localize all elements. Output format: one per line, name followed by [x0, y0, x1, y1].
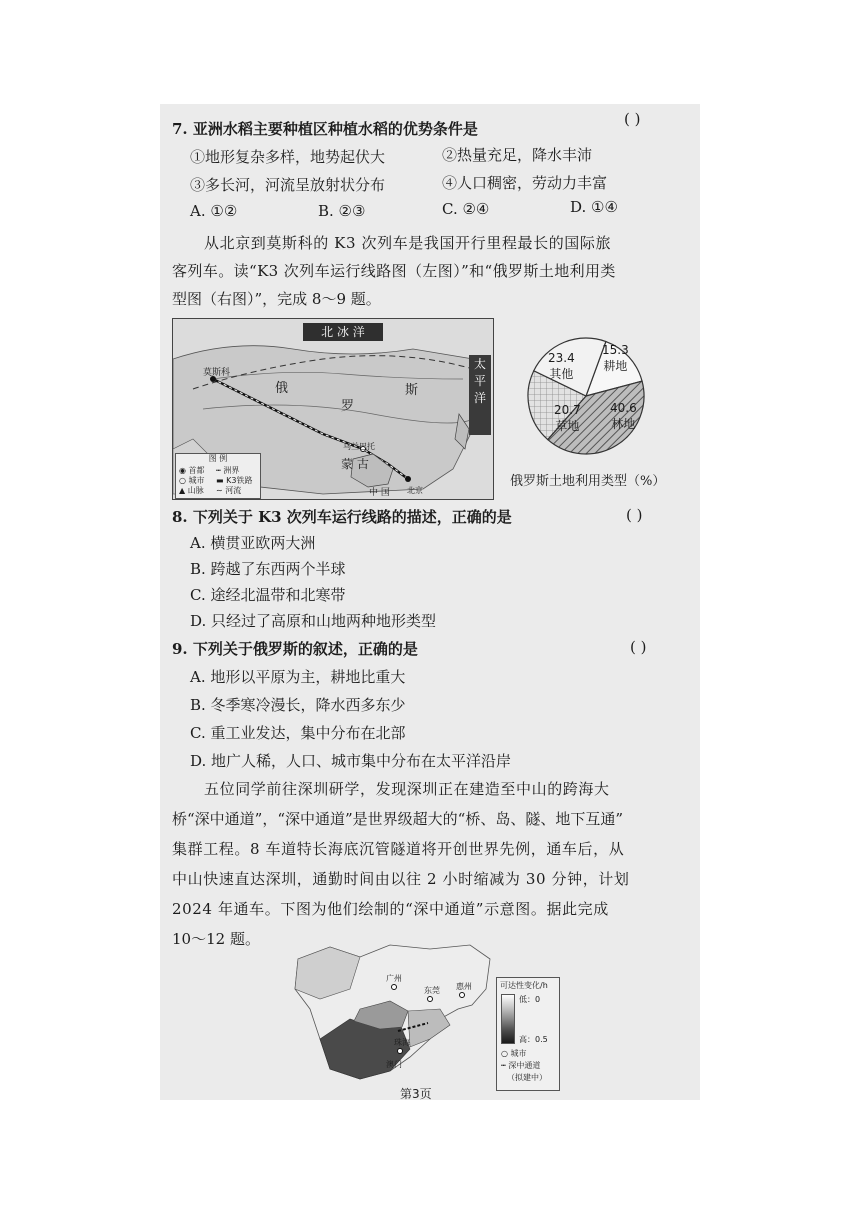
- legend-tunnel-note: （拟建中）: [507, 1073, 547, 1082]
- pie-label-farmland-name: 耕地: [603, 359, 628, 373]
- q9-option-d: D. 地广人稀，人口、城市集中分布在太平洋沿岸: [190, 752, 512, 770]
- k3-route-map: [172, 318, 494, 500]
- ulaanbaatar-label: 乌兰巴托: [343, 442, 375, 451]
- mongolia-label: 蒙 古: [341, 457, 369, 471]
- intro1-line2: 客列车。读“K3 次列车运行线路图（左图）”和“俄罗斯土地利用类: [172, 262, 616, 280]
- page-number: 第3页: [400, 1087, 432, 1101]
- legend-mountain: ▲ 山脉: [179, 486, 204, 495]
- q7-option-c: C. ②④: [442, 200, 490, 218]
- q9-option-a: A. 地形以平原为主，耕地比重大: [190, 668, 406, 686]
- legend-rail-label: K3铁路: [226, 476, 253, 485]
- legend-high-label: 高：0.5: [519, 1035, 548, 1044]
- legend-river-label: 河流: [225, 486, 242, 495]
- beijing-label: 北京: [407, 486, 423, 495]
- q9-option-c: C. 重工业发达，集中分布在北部: [190, 724, 406, 742]
- q7-answer-bracket: ( ): [624, 110, 641, 128]
- route-map-legend: [175, 453, 261, 499]
- legend-mountain-label: 山脉: [187, 486, 204, 495]
- q8-stem: 8. 下列关于 K3 次列车运行线路的描述，正确的是: [172, 508, 512, 526]
- q7-statement-3: ③多长河，河流呈放射状分布: [190, 176, 386, 194]
- legend-capital: ◉ 首都: [179, 466, 205, 475]
- q8-option-b: B. 跨越了东西两个半球: [190, 560, 346, 578]
- intro1-line1: 从北京到莫斯科的 K3 次列车是我国开行里程最长的国际旅: [204, 234, 612, 252]
- legend-city-label: 城市: [188, 476, 205, 485]
- intro2-line6: 10～12 题。: [172, 930, 260, 948]
- legend-rail: ▬ K3铁路: [216, 476, 253, 485]
- pie-svg: [510, 334, 690, 464]
- legend-tunnel-text: 深中通道: [508, 1061, 541, 1070]
- q7-option-a: A. ①②: [190, 202, 238, 220]
- legend-city-item: ○ 城市: [501, 1049, 527, 1058]
- intro2-line4: 中山快速直达深圳，通勤时间由以往 2 小时缩减为 30 分钟，计划: [172, 870, 630, 888]
- pie-label-grass-name: 草地: [555, 419, 580, 433]
- aomen-label: 澳门: [386, 1060, 402, 1069]
- q9-answer-bracket: ( ): [630, 638, 647, 656]
- q8-option-d: D. 只经过了高原和山地两种地形类型: [190, 612, 437, 630]
- q8-option-a: A. 横贯亚欧两大洲: [190, 534, 316, 552]
- legend-tunnel-item: ┅ 深中通道: [501, 1061, 541, 1070]
- intro2-line2: 桥“深中通道”，“深中通道”是世界级超大的“桥、岛、隧、地下互通”: [172, 810, 624, 828]
- russia-label-2: 罗: [341, 399, 355, 414]
- legend-title: 图 例: [208, 454, 228, 463]
- pie-label-grass-value: 20.7: [554, 403, 581, 417]
- intro1-line3: 型图（右图）”，完成 8～9 题。: [172, 290, 381, 308]
- legend-accessibility-title: 可达性变化/h: [500, 981, 548, 990]
- pacific-label-char-1: 太: [473, 357, 486, 371]
- zhuhai-label: 珠海: [394, 1038, 410, 1047]
- moscow-label: 莫斯科: [203, 368, 231, 378]
- pie-label-forest: [610, 400, 637, 432]
- q7-statement-1: ①地形复杂多样，地势起伏大: [190, 148, 386, 166]
- arctic-ocean-label: 北 冰 洋: [303, 323, 383, 341]
- russia-land-use-pie: [510, 334, 690, 504]
- intro2-line3: 集群工程。8 车道特长海底沉管隧道将开创世界先例，通车后，从: [172, 840, 625, 858]
- legend-capital-label: 首都: [188, 466, 205, 475]
- pie-label-other-name: 其他: [549, 367, 574, 381]
- pie-label-forest-value: 40.6: [610, 401, 637, 415]
- pie-label-grass: [554, 402, 581, 434]
- pie-label-forest-name: 林地: [611, 417, 636, 431]
- pacific-ocean-label: [469, 355, 491, 435]
- legend-river: ∼ 河流: [216, 486, 242, 495]
- q7-option-b: B. ②③: [318, 202, 366, 220]
- shenzhen-zhongshan-map: [290, 939, 560, 1089]
- intro2-line5: 2024 年通车。下图为他们绘制的“深中通道”示意图。据此完成: [172, 900, 609, 918]
- q9-option-b: B. 冬季寒冷漫长，降水西多东少: [190, 696, 406, 714]
- pie-label-farmland-value: 15.3: [602, 343, 629, 357]
- q7-option-d: D. ①④: [570, 198, 618, 216]
- q7-stem: 7. 亚洲水稻主要种植区种植水稻的优势条件是: [172, 120, 478, 138]
- q7-statement-2: ②热量充足，降水丰沛: [442, 146, 593, 164]
- legend-border-label: 洲界: [223, 466, 240, 475]
- pacific-label-char-3: 洋: [473, 391, 486, 405]
- pie-label-other-value: 23.4: [548, 351, 575, 365]
- legend-city-text: 城市: [510, 1049, 527, 1058]
- pacific-label-char-2: 平: [473, 374, 486, 388]
- q7-statement-4: ④人口稠密，劳动力丰富: [442, 174, 608, 192]
- pie-label-farmland: [602, 342, 629, 374]
- huizhou-label: 惠州: [456, 982, 472, 991]
- legend-color-ramp: [501, 994, 515, 1044]
- russia-label-1: 俄: [275, 381, 289, 396]
- legend-city: ○ 城市: [179, 476, 205, 485]
- q9-stem: 9. 下列关于俄罗斯的叙述，正确的是: [172, 640, 418, 658]
- legend-border: ┅ 洲界: [216, 466, 240, 475]
- legend-low-label: 低：0: [519, 995, 541, 1004]
- russia-label-3: 斯: [405, 383, 419, 398]
- intro2-line1: 五位同学前往深圳研学，发现深圳正在建造至中山的跨海大: [204, 780, 610, 798]
- china-label: 中 国: [369, 488, 390, 498]
- q8-answer-bracket: ( ): [626, 506, 643, 524]
- pie-label-other: [548, 350, 575, 382]
- q8-option-c: C. 途经北温带和北寒带: [190, 586, 346, 604]
- pie-caption: 俄罗斯土地利用类型（%）: [510, 474, 666, 489]
- guangzhou-label: 广州: [386, 974, 402, 983]
- accessibility-legend: [496, 977, 560, 1091]
- exam-page: [160, 104, 700, 1100]
- dongguan-label: 东莞: [424, 986, 440, 995]
